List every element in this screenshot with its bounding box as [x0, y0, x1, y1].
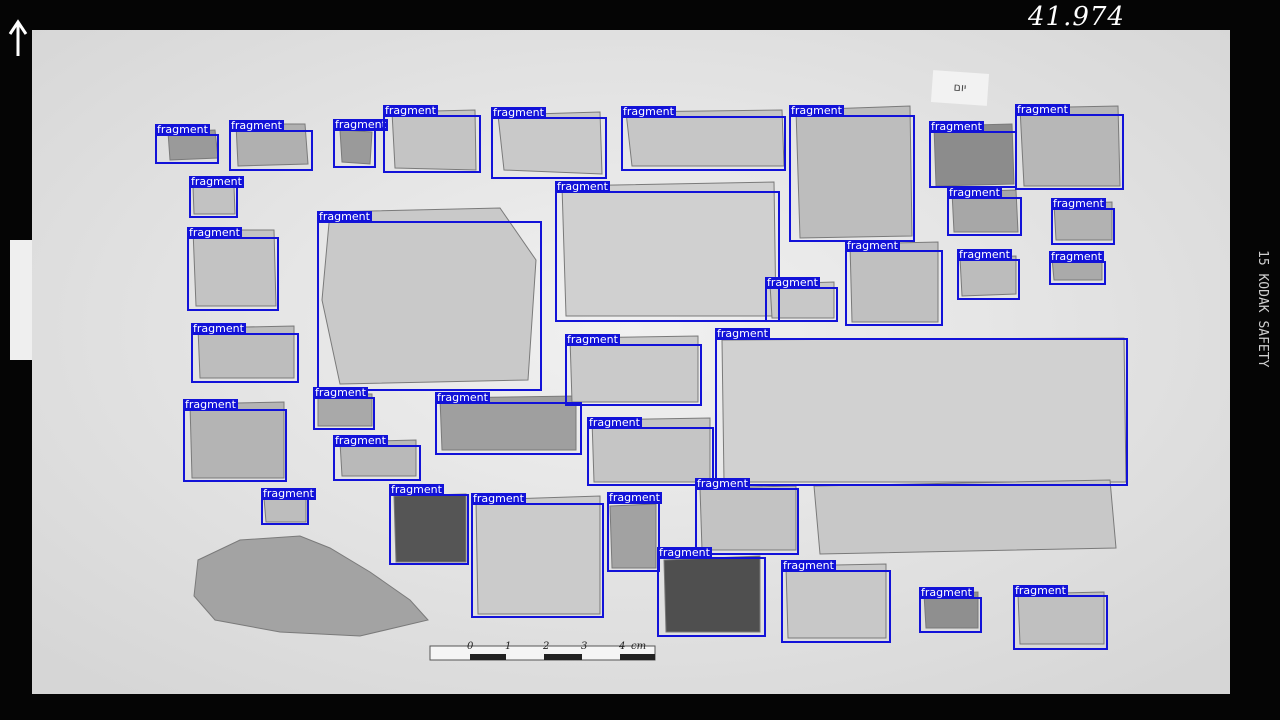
- film-edge-number: 15: [1255, 250, 1270, 266]
- detection-label: fragment: [557, 180, 608, 193]
- detection-label: fragment: [263, 487, 314, 500]
- detection-box[interactable]: [919, 586, 982, 633]
- detection-label: fragment: [191, 175, 242, 188]
- detection-box[interactable]: [621, 105, 786, 171]
- detection-label: fragment: [791, 104, 842, 117]
- detection-label: fragment: [1017, 103, 1068, 116]
- detection-label: fragment: [391, 483, 442, 496]
- detection-label: fragment: [1053, 197, 1104, 210]
- detection-label: fragment: [1051, 250, 1102, 263]
- detection-box[interactable]: [191, 322, 299, 383]
- fragment-shape: [814, 480, 1116, 554]
- detection-box[interactable]: [333, 118, 386, 168]
- detection-label: fragment: [921, 586, 972, 599]
- detection-box[interactable]: [715, 327, 1128, 486]
- detection-label: fragment: [335, 434, 386, 447]
- detection-label: fragment: [231, 119, 282, 132]
- detection-box[interactable]: [491, 106, 607, 179]
- detection-label: fragment: [659, 546, 710, 559]
- detection-box[interactable]: [383, 104, 481, 173]
- detection-label: fragment: [589, 416, 640, 429]
- detection-box[interactable]: [435, 391, 582, 455]
- detection-box[interactable]: [229, 119, 313, 171]
- detection-box[interactable]: [155, 122, 219, 134]
- detection-label: fragment: [783, 559, 834, 572]
- detection-box[interactable]: [189, 175, 242, 218]
- plate-number: 41.974: [1028, 2, 1125, 32]
- detection-label: fragment: [567, 333, 618, 346]
- detection-label: fragment: [185, 398, 236, 411]
- detection-box[interactable]: [333, 434, 421, 481]
- scale-unit: cm: [631, 641, 647, 652]
- detection-box[interactable]: [1049, 250, 1106, 285]
- detection-box[interactable]: [765, 276, 838, 322]
- detection-label: fragment: [609, 491, 660, 504]
- detection-label: fragment: [335, 118, 386, 131]
- detection-label: fragment: [157, 123, 208, 136]
- detection-box[interactable]: [555, 180, 780, 322]
- detection-label: fragment: [847, 239, 898, 252]
- detection-box[interactable]: [607, 491, 660, 572]
- detection-label: fragment: [1015, 584, 1066, 597]
- detection-box[interactable]: [789, 104, 915, 242]
- detection-box[interactable]: [657, 546, 766, 637]
- detection-box[interactable]: [1051, 197, 1115, 245]
- scale-tick-0: 0: [467, 641, 474, 652]
- detection-box[interactable]: [565, 333, 702, 406]
- detection-label: fragment: [437, 391, 488, 404]
- detection-label: fragment: [931, 120, 982, 133]
- detection-box[interactable]: [183, 398, 287, 482]
- detection-box[interactable]: [229, 118, 313, 130]
- detection-label: fragment: [319, 210, 370, 223]
- film-edge-label: KODAK SAFETY: [1255, 273, 1270, 368]
- detection-label: fragment: [717, 327, 768, 340]
- detection-label: fragment: [189, 226, 240, 239]
- detection-box[interactable]: [929, 120, 1017, 188]
- detection-label: fragment: [493, 106, 544, 119]
- detection-box[interactable]: [1013, 584, 1108, 650]
- detection-box[interactable]: [947, 186, 1022, 236]
- scale-tick-1: 1: [505, 641, 512, 652]
- detection-box[interactable]: [187, 226, 279, 311]
- detection-box[interactable]: [155, 123, 219, 164]
- detection-box[interactable]: [1015, 103, 1124, 190]
- detection-box[interactable]: [845, 239, 943, 326]
- detection-box[interactable]: [957, 248, 1020, 300]
- scale-tick-2: 2: [543, 641, 550, 652]
- detection-label: fragment: [385, 104, 436, 117]
- detection-box[interactable]: [781, 559, 891, 643]
- scale-labels: [455, 641, 665, 653]
- detection-label: fragment: [949, 186, 1000, 199]
- detection-label: fragment: [193, 322, 244, 335]
- detection-label: fragment: [697, 477, 748, 490]
- detection-box[interactable]: [695, 477, 799, 555]
- handwritten-tag: יום: [931, 70, 989, 106]
- scale-tick-4: 4: [619, 641, 626, 652]
- detection-label: fragment: [767, 276, 818, 289]
- film-edge-text: [1210, 250, 1270, 450]
- detection-label: fragment: [623, 105, 674, 118]
- detection-box[interactable]: [317, 210, 542, 391]
- detection-box[interactable]: [389, 483, 469, 565]
- detection-label: fragment: [959, 248, 1010, 261]
- detection-box[interactable]: [471, 492, 604, 618]
- scale-tick-3: 3: [581, 641, 588, 652]
- detection-label: fragment: [315, 386, 366, 399]
- detection-label: fragment: [473, 492, 524, 505]
- detection-box[interactable]: [313, 386, 375, 430]
- detection-box[interactable]: [261, 487, 314, 525]
